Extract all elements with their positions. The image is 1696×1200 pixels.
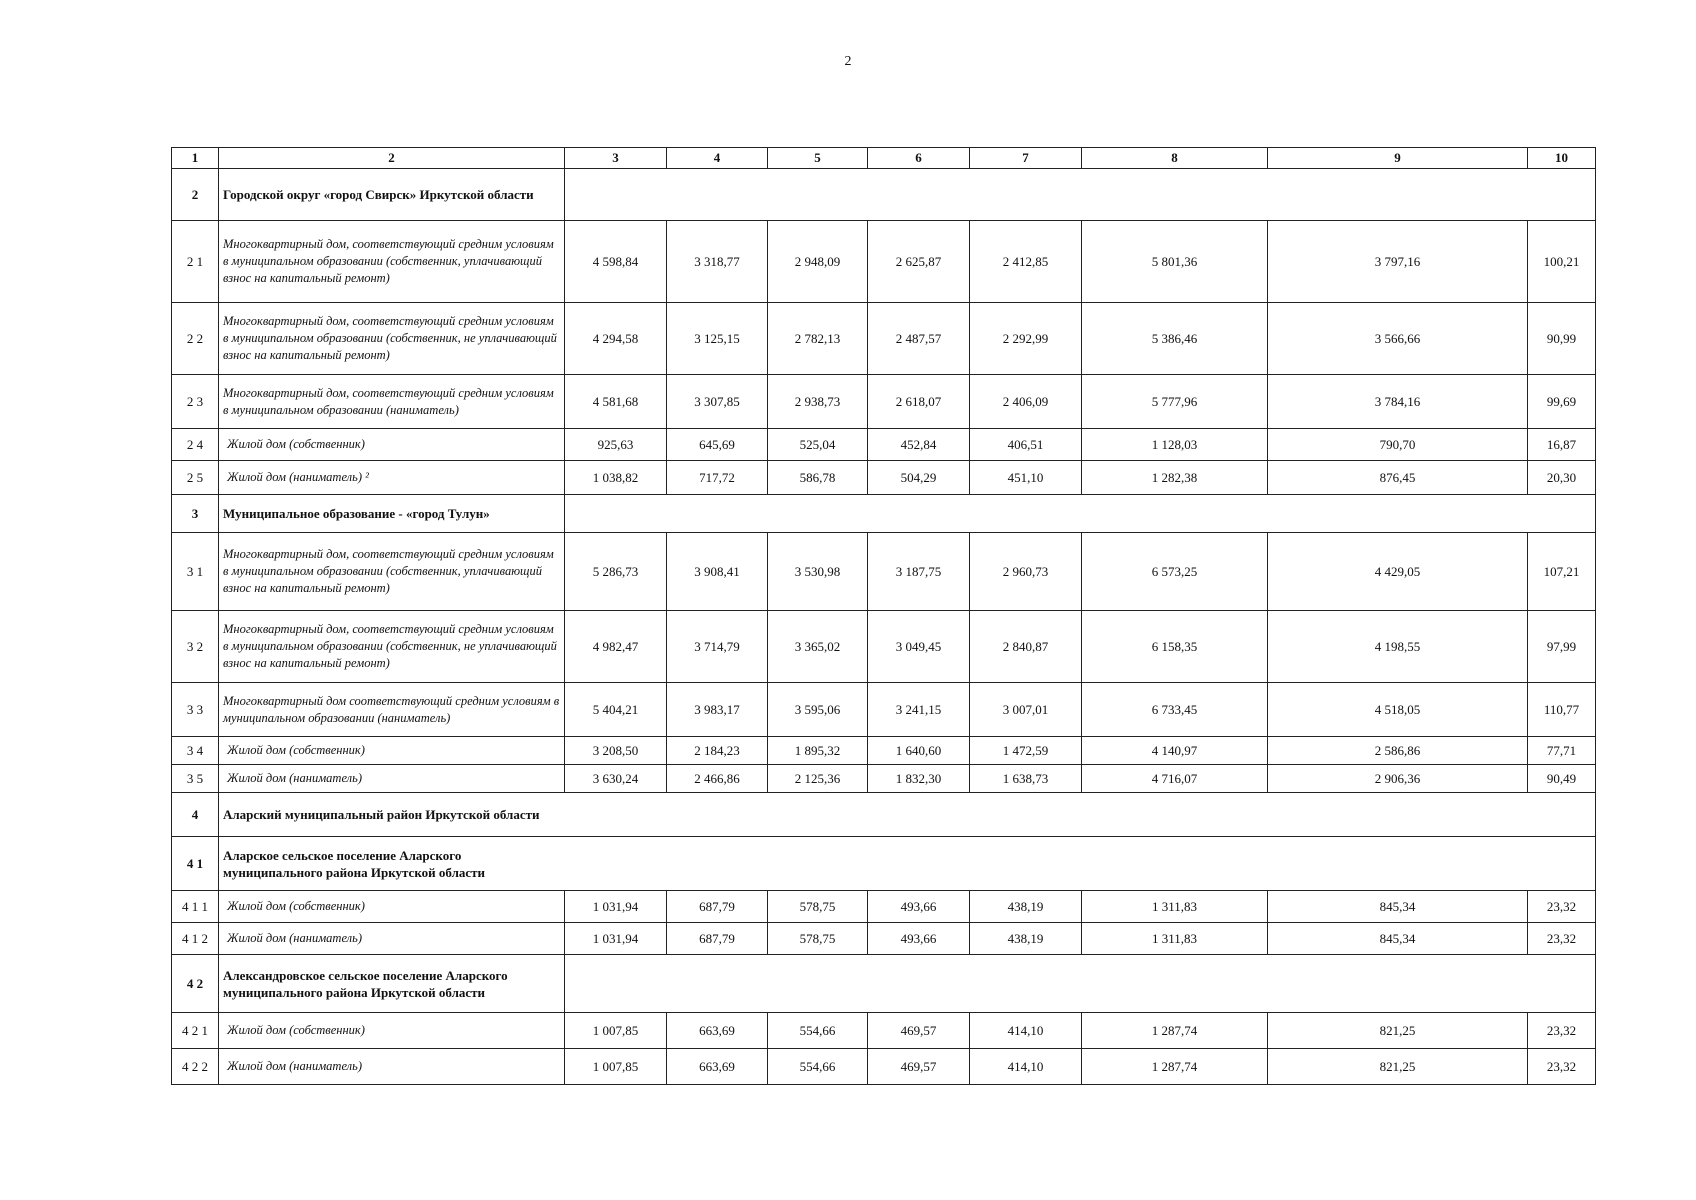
row-number: 3 4 xyxy=(172,737,219,765)
section-blank-cell xyxy=(565,169,1596,221)
row-number: 3 2 xyxy=(172,611,219,683)
value-cell: 451,10 xyxy=(970,461,1082,495)
row-label: Многоквартирный дом, соответствующий средним условиям в муниципальном образовании (собственник, не уплачивающий взнос на капитальный ремонт) xyxy=(219,303,565,375)
section-row xyxy=(172,837,1596,891)
row-label: Многоквартирный дом соответствующий средним условиям в муниципальном образовании (наниматель) xyxy=(219,683,565,737)
value-cell: 525,04 xyxy=(768,429,868,461)
col-header: 2 xyxy=(219,148,565,169)
value-cell: 90,49 xyxy=(1528,765,1596,793)
value-cell: 3 566,66 xyxy=(1268,303,1528,375)
row-label: Жилой дом (собственник) xyxy=(219,891,565,923)
value-cell: 3 797,16 xyxy=(1268,221,1528,303)
row-label: Многоквартирный дом, соответствующий средним условиям в муниципальном образовании (собственник, уплачивающий взнос на капитальный ремонт) xyxy=(219,221,565,303)
value-cell: 790,70 xyxy=(1268,429,1528,461)
value-cell: 20,30 xyxy=(1528,461,1596,495)
value-cell: 4 982,47 xyxy=(565,611,667,683)
value-cell: 6 573,25 xyxy=(1082,533,1268,611)
section-title: Муниципальное образование - «город Тулун» xyxy=(219,495,565,533)
row-number: 3 3 xyxy=(172,683,219,737)
row-number: 4 2 2 xyxy=(172,1049,219,1085)
value-cell: 2 406,09 xyxy=(970,375,1082,429)
row-label: Жилой дом (собственник) xyxy=(219,429,565,461)
value-cell: 3 784,16 xyxy=(1268,375,1528,429)
col-header: 6 xyxy=(868,148,970,169)
row-label: Жилой дом (наниматель) xyxy=(219,923,565,955)
value-cell: 5 386,46 xyxy=(1082,303,1268,375)
value-cell: 3 630,24 xyxy=(565,765,667,793)
value-cell: 493,66 xyxy=(868,923,970,955)
value-cell: 2 782,13 xyxy=(768,303,868,375)
value-cell: 469,57 xyxy=(868,1013,970,1049)
row-label: Жилой дом (собственник) xyxy=(219,1013,565,1049)
row-number: 2 3 xyxy=(172,375,219,429)
col-header: 9 xyxy=(1268,148,1528,169)
value-cell: 414,10 xyxy=(970,1049,1082,1085)
value-cell: 23,32 xyxy=(1528,1049,1596,1085)
value-cell: 3 595,06 xyxy=(768,683,868,737)
table-row xyxy=(172,461,1596,495)
value-cell: 3 908,41 xyxy=(667,533,768,611)
value-cell: 578,75 xyxy=(768,923,868,955)
value-cell: 2 125,36 xyxy=(768,765,868,793)
row-label: Жилой дом (наниматель) xyxy=(219,765,565,793)
table-row xyxy=(172,923,1596,955)
value-cell: 821,25 xyxy=(1268,1013,1528,1049)
value-cell: 1 287,74 xyxy=(1082,1049,1268,1085)
table-row xyxy=(172,533,1596,611)
table-row xyxy=(172,737,1596,765)
value-cell: 1 311,83 xyxy=(1082,891,1268,923)
row-number: 4 xyxy=(172,793,219,837)
value-cell: 2 960,73 xyxy=(970,533,1082,611)
value-cell: 504,29 xyxy=(868,461,970,495)
value-cell: 3 365,02 xyxy=(768,611,868,683)
value-cell: 99,69 xyxy=(1528,375,1596,429)
value-cell: 4 294,58 xyxy=(565,303,667,375)
value-cell: 2 948,09 xyxy=(768,221,868,303)
value-cell: 554,66 xyxy=(768,1049,868,1085)
row-number: 2 2 xyxy=(172,303,219,375)
value-cell: 2 466,86 xyxy=(667,765,768,793)
value-cell: 687,79 xyxy=(667,923,768,955)
section-blank-cell xyxy=(565,495,1596,533)
row-number: 4 2 1 xyxy=(172,1013,219,1049)
value-cell: 1 895,32 xyxy=(768,737,868,765)
col-header: 4 xyxy=(667,148,768,169)
value-cell: 845,34 xyxy=(1268,923,1528,955)
value-cell: 97,99 xyxy=(1528,611,1596,683)
value-cell: 3 208,50 xyxy=(565,737,667,765)
value-cell: 1 007,85 xyxy=(565,1013,667,1049)
col-header: 8 xyxy=(1082,148,1268,169)
value-cell: 5 286,73 xyxy=(565,533,667,611)
value-cell: 1 638,73 xyxy=(970,765,1082,793)
value-cell: 100,21 xyxy=(1528,221,1596,303)
value-cell: 663,69 xyxy=(667,1049,768,1085)
value-cell: 5 404,21 xyxy=(565,683,667,737)
table-row xyxy=(172,683,1596,737)
value-cell: 3 983,17 xyxy=(667,683,768,737)
value-cell: 687,79 xyxy=(667,891,768,923)
value-cell: 3 049,45 xyxy=(868,611,970,683)
value-cell: 107,21 xyxy=(1528,533,1596,611)
value-cell: 645,69 xyxy=(667,429,768,461)
row-label: Многоквартирный дом, соответствующий средним условиям в муниципальном образовании (собственник, уплачивающий взнос на капитальный ремонт) xyxy=(219,533,565,611)
value-cell: 2 292,99 xyxy=(970,303,1082,375)
value-cell: 2 906,36 xyxy=(1268,765,1528,793)
value-cell: 1 007,85 xyxy=(565,1049,667,1085)
row-label: Жилой дом (собственник) xyxy=(219,737,565,765)
value-cell: 586,78 xyxy=(768,461,868,495)
table-row xyxy=(172,765,1596,793)
section-row xyxy=(172,955,1596,1013)
value-cell: 77,71 xyxy=(1528,737,1596,765)
table-row xyxy=(172,891,1596,923)
value-cell: 3 241,15 xyxy=(868,683,970,737)
row-number: 2 xyxy=(172,169,219,221)
value-cell: 493,66 xyxy=(868,891,970,923)
value-cell: 4 198,55 xyxy=(1268,611,1528,683)
value-cell: 3 307,85 xyxy=(667,375,768,429)
value-cell: 2 938,73 xyxy=(768,375,868,429)
value-cell: 2 184,23 xyxy=(667,737,768,765)
table-row xyxy=(172,429,1596,461)
value-cell: 1 311,83 xyxy=(1082,923,1268,955)
section-title: Аларский муниципальный район Иркутской области xyxy=(219,793,565,837)
row-number: 4 2 xyxy=(172,955,219,1013)
row-number: 4 1 2 xyxy=(172,923,219,955)
value-cell: 5 801,36 xyxy=(1082,221,1268,303)
col-header: 5 xyxy=(768,148,868,169)
row-number: 3 xyxy=(172,495,219,533)
value-cell: 438,19 xyxy=(970,891,1082,923)
row-number: 3 5 xyxy=(172,765,219,793)
value-cell: 2 412,85 xyxy=(970,221,1082,303)
value-cell: 554,66 xyxy=(768,1013,868,1049)
row-number: 4 1 xyxy=(172,837,219,891)
section-row xyxy=(172,495,1596,533)
value-cell: 2 625,87 xyxy=(868,221,970,303)
value-cell: 1 031,94 xyxy=(565,923,667,955)
value-cell: 4 140,97 xyxy=(1082,737,1268,765)
value-cell: 1 031,94 xyxy=(565,891,667,923)
row-number: 2 5 xyxy=(172,461,219,495)
header-row xyxy=(172,148,1596,169)
value-cell: 1 287,74 xyxy=(1082,1013,1268,1049)
value-cell: 90,99 xyxy=(1528,303,1596,375)
value-cell: 4 429,05 xyxy=(1268,533,1528,611)
value-cell: 4 581,68 xyxy=(565,375,667,429)
value-cell: 2 618,07 xyxy=(868,375,970,429)
value-cell: 23,32 xyxy=(1528,1013,1596,1049)
table-row xyxy=(172,611,1596,683)
value-cell: 6 733,45 xyxy=(1082,683,1268,737)
value-cell: 3 187,75 xyxy=(868,533,970,611)
value-cell: 876,45 xyxy=(1268,461,1528,495)
value-cell: 717,72 xyxy=(667,461,768,495)
value-cell: 406,51 xyxy=(970,429,1082,461)
section-blank-cell xyxy=(565,793,1596,837)
col-header: 7 xyxy=(970,148,1082,169)
value-cell: 110,77 xyxy=(1528,683,1596,737)
value-cell: 1 128,03 xyxy=(1082,429,1268,461)
value-cell: 23,32 xyxy=(1528,923,1596,955)
row-number: 2 4 xyxy=(172,429,219,461)
value-cell: 4 518,05 xyxy=(1268,683,1528,737)
table-row xyxy=(172,303,1596,375)
value-cell: 3 125,15 xyxy=(667,303,768,375)
table-body xyxy=(172,169,1596,1085)
table-row xyxy=(172,221,1596,303)
section-title: Аларское сельское поселение Аларского муниципального района Иркутской области xyxy=(219,837,565,891)
section-blank-cell xyxy=(565,837,1596,891)
value-cell: 1 472,59 xyxy=(970,737,1082,765)
value-cell: 4 598,84 xyxy=(565,221,667,303)
value-cell: 663,69 xyxy=(667,1013,768,1049)
section-row xyxy=(172,169,1596,221)
value-cell: 452,84 xyxy=(868,429,970,461)
col-header: 10 xyxy=(1528,148,1596,169)
table-row xyxy=(172,1049,1596,1085)
row-label: Жилой дом (наниматель) xyxy=(219,1049,565,1085)
value-cell: 2 487,57 xyxy=(868,303,970,375)
value-cell: 16,87 xyxy=(1528,429,1596,461)
value-cell: 3 530,98 xyxy=(768,533,868,611)
value-cell: 3 714,79 xyxy=(667,611,768,683)
table-row xyxy=(172,375,1596,429)
table-row xyxy=(172,1013,1596,1049)
col-header: 3 xyxy=(565,148,667,169)
row-number: 2 1 xyxy=(172,221,219,303)
row-label: Жилой дом (наниматель) ² xyxy=(219,461,565,495)
section-title: Городской округ «город Свирск» Иркутской области xyxy=(219,169,565,221)
value-cell: 925,63 xyxy=(565,429,667,461)
value-cell: 821,25 xyxy=(1268,1049,1528,1085)
value-cell: 1 640,60 xyxy=(868,737,970,765)
page-number: 2 xyxy=(844,54,852,69)
value-cell: 1 832,30 xyxy=(868,765,970,793)
value-cell: 3 318,77 xyxy=(667,221,768,303)
value-cell: 469,57 xyxy=(868,1049,970,1085)
col-header: 1 xyxy=(172,148,219,169)
section-blank-cell xyxy=(565,955,1596,1013)
value-cell: 5 777,96 xyxy=(1082,375,1268,429)
row-label: Многоквартирный дом, соответствующий средним условиям в муниципальном образовании (собственник, не уплачивающий взнос на капитальный ремонт) xyxy=(219,611,565,683)
value-cell: 845,34 xyxy=(1268,891,1528,923)
value-cell: 1 038,82 xyxy=(565,461,667,495)
value-cell: 23,32 xyxy=(1528,891,1596,923)
value-cell: 6 158,35 xyxy=(1082,611,1268,683)
row-number: 3 1 xyxy=(172,533,219,611)
value-cell: 3 007,01 xyxy=(970,683,1082,737)
value-cell: 2 586,86 xyxy=(1268,737,1528,765)
value-cell: 414,10 xyxy=(970,1013,1082,1049)
value-cell: 438,19 xyxy=(970,923,1082,955)
section-row xyxy=(172,793,1596,837)
value-cell: 4 716,07 xyxy=(1082,765,1268,793)
value-cell: 1 282,38 xyxy=(1082,461,1268,495)
row-number: 4 1 1 xyxy=(172,891,219,923)
value-cell: 2 840,87 xyxy=(970,611,1082,683)
row-label: Многоквартирный дом, соответствующий средним условиям в муниципальном образовании (наниматель) xyxy=(219,375,565,429)
value-cell: 578,75 xyxy=(768,891,868,923)
tariff-table xyxy=(171,147,1596,1085)
section-title: Александровское сельское поселение Аларского муниципального района Иркутской области xyxy=(219,955,565,1013)
